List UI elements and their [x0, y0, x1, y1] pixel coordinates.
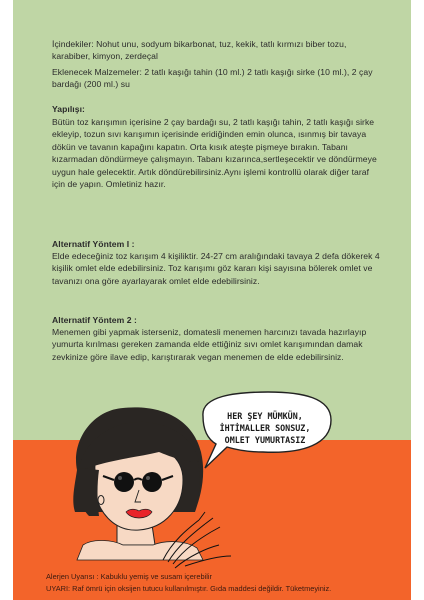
- label-card: [13, 0, 411, 600]
- character-illustration: [13, 0, 411, 600]
- speech-bubble-text: HER ŞEY MÜMKÜN, İHTİMALLER SONSUZ, OMLET YUMURTASIZ: [219, 411, 311, 445]
- alternative-method-2-body: Menemen gibi yapmak isterseniz, domatesli menemen harcınızı tavada hazırlayıp yumurta kırılması gereken zamanda elde ettiğiniz sıvı omlet karışımından damak zevkinize göre ilave edip, karıştırarak vegan menemen de elde edebilirsiniz.: [52, 327, 367, 362]
- allergen-warning: Alerjen Uyarısı : Kabuklu yemiş ve susam içerebilir: [46, 572, 212, 581]
- preparation-title: Yapılışı:: [52, 104, 85, 114]
- woman-head: [73, 407, 203, 560]
- ingredients-text: İçindekiler: Nohut unu, sodyum bikarbonat, tuz, kekik, tatlı kırmızı biber tozu, karabiber, kimyon, zerdeçal: [52, 39, 347, 62]
- alternative-method-2-title: Alternatif Yöntem 2 :: [52, 315, 137, 325]
- added-ingredients-text: Eklenecek Malzemeler: 2 tatlı kaşığı tahin (10 ml.) 2 tatlı kaşığı sirke (10 ml.), 2 çay bardağı (200 ml.) su: [52, 67, 373, 90]
- alternative-method-1-title: Alternatif Yöntem I :: [52, 239, 135, 249]
- preparation-body: Bütün toz karışımın içerisine 2 çay bardağı su, 2 tatlı kaşığı tahin, 2 tatlı kaşığı sirke ekleyip, tozun sıvı karışımın içerisinde eridiğinden emin olunca, ısınmış bir tavaya dökün ve tavanın kapağını kapatın. Orta kısık ateşte pişmeye bırakın. Tabanı kızarmadan döndürmeye çalışmayın. Tabanı kızarınca,sertleşecektir ve döndürmeye uygun hale gelecektir. Artık döndürebilirsiniz.Aynı işlemi kontrollü olarak diğer taraf için de yapın. Omletiniz hazır.: [52, 117, 377, 190]
- alternative-method-1-body: Elde edeceğiniz toz karışım 4 kişiliktir. 24-27 cm aralığındaki tavaya 2 defa dökerek 4 kişilik omlet elde edebilirsiniz. Toz karışımı göz kararı kişi sayısına bölerek omlet ve tavanızı ona göre ayarlayarak omlet elde edebilirsiniz.: [52, 251, 380, 286]
- storage-warning: UYARI: Raf ömrü için oksijen tutucu kullanılmıştır. Gıda maddesi değildir. Tüketmeyiniz.: [46, 584, 332, 593]
